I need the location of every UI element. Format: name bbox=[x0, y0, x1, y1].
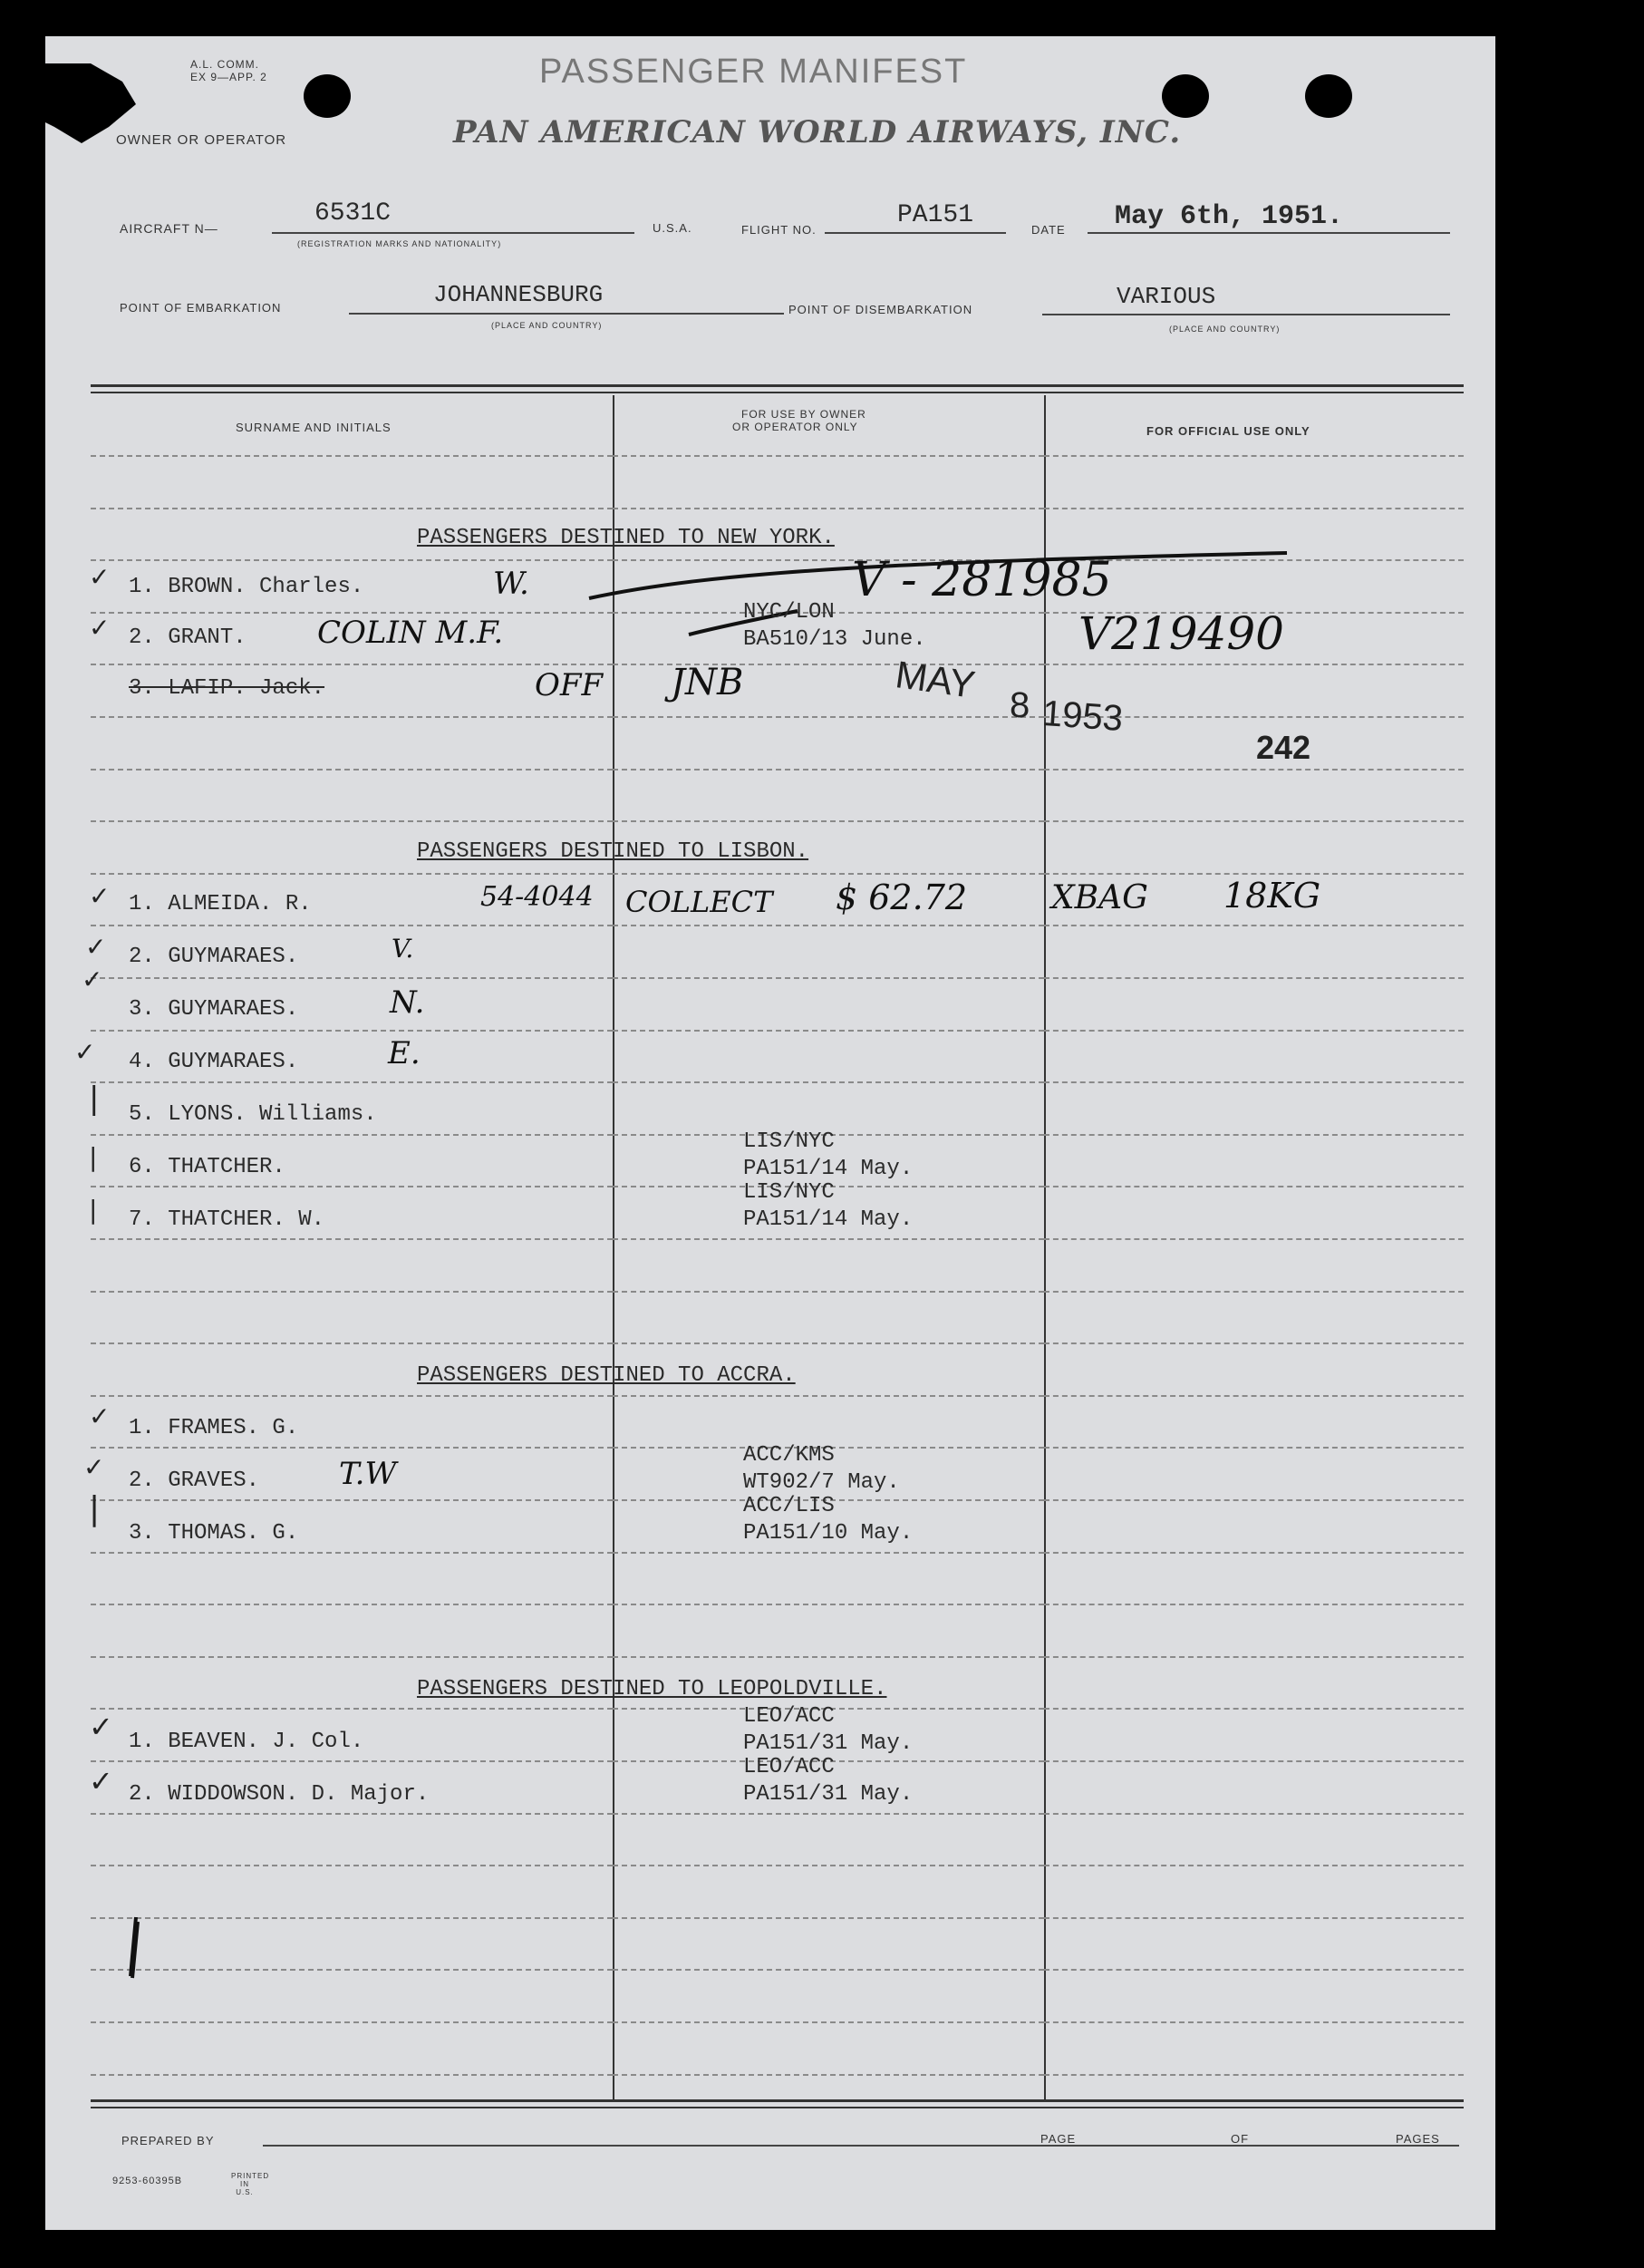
handwritten-amount: $ 62.72 bbox=[836, 877, 968, 917]
handwritten-excess-bag: XBAG bbox=[1051, 879, 1148, 916]
ruled-line bbox=[613, 1395, 1044, 1397]
passenger-entry: 6. THATCHER. bbox=[129, 1155, 285, 1179]
ruled-line bbox=[613, 1552, 1044, 1554]
embark-sublabel: (PLACE AND COUNTRY) bbox=[491, 321, 603, 330]
ruled-line bbox=[91, 1395, 613, 1397]
route-note: ACC/LIS bbox=[743, 1494, 835, 1518]
check-mark: ✓ bbox=[82, 964, 103, 994]
ruled-line bbox=[91, 1969, 613, 1971]
passenger-entry: 1. BEAVEN. J. Col. bbox=[129, 1730, 364, 1754]
ruled-line bbox=[1044, 1134, 1464, 1136]
ruled-line bbox=[91, 1291, 613, 1293]
column-header-owner-2: OR OPERATOR ONLY bbox=[732, 421, 858, 433]
handwritten-note: OFF bbox=[535, 667, 604, 703]
form-ref-1: A.L. COMM. bbox=[190, 58, 260, 71]
printed-in-label: PRINTED IN U.S. bbox=[231, 2172, 270, 2196]
section-heading-accra: PASSENGERS DESTINED TO ACCRA. bbox=[417, 1363, 796, 1388]
ruled-line bbox=[613, 1917, 1044, 1919]
passenger-entry: 1. ALMEIDA. R. bbox=[129, 892, 312, 916]
ruled-line bbox=[1044, 2074, 1464, 2076]
route-note: LEO/ACC bbox=[743, 1755, 835, 1779]
ruled-line bbox=[91, 2074, 613, 2076]
check-mark: ✓ bbox=[89, 881, 111, 911]
embark-label: POINT OF EMBARKATION bbox=[120, 301, 282, 315]
section-heading-leopoldville: PASSENGERS DESTINED TO LEOPOLDVILLE. bbox=[417, 1677, 887, 1701]
airline-name: PAN AMERICAN WORLD AIRWAYS, INC. bbox=[453, 114, 1182, 150]
ruled-line bbox=[613, 769, 1044, 771]
ruled-line bbox=[91, 508, 613, 509]
check-mark: ✓ bbox=[74, 1037, 96, 1067]
ruled-line bbox=[91, 1081, 613, 1083]
handwritten-name: COLIN M.F. bbox=[317, 615, 504, 651]
ruled-line bbox=[613, 2021, 1044, 2023]
route-note: LIS/NYC bbox=[743, 1180, 835, 1205]
ruled-line bbox=[1044, 925, 1464, 926]
disembark-sublabel: (PLACE AND COUNTRY) bbox=[1169, 325, 1281, 334]
route-note: LEO/ACC bbox=[743, 1704, 835, 1729]
ruled-line bbox=[1044, 769, 1464, 771]
ruled-line bbox=[91, 1186, 613, 1187]
ruled-line bbox=[1044, 664, 1464, 665]
form-ref-2: EX 9—APP. 2 bbox=[190, 71, 267, 83]
check-mark: | bbox=[89, 1195, 98, 1225]
stamp-number: 242 bbox=[1256, 729, 1311, 766]
ruled-line bbox=[1044, 1342, 1464, 1344]
ruled-line bbox=[91, 1917, 613, 1919]
ruled-line bbox=[1044, 508, 1464, 509]
prepared-by-label: PREPARED BY bbox=[121, 2134, 215, 2147]
date-stamp-month: MAY bbox=[893, 653, 978, 706]
owner-label: OWNER OR OPERATOR bbox=[116, 132, 287, 148]
ruled-line bbox=[613, 1238, 1044, 1240]
ruled-line bbox=[1044, 1186, 1464, 1187]
passenger-entry: 2. GUYMARAES. bbox=[129, 945, 299, 969]
route-note: PA151/31 May. bbox=[743, 1731, 914, 1756]
ruled-line bbox=[613, 977, 1044, 979]
form-number: 9253-60395B bbox=[112, 2176, 183, 2186]
embark-value: JOHANNESBURG bbox=[433, 281, 604, 308]
column-header-surname: SURNAME AND INITIALS bbox=[236, 421, 392, 434]
ruled-line bbox=[91, 925, 613, 926]
ruled-line bbox=[613, 1813, 1044, 1815]
punch-hole bbox=[1305, 74, 1352, 118]
passenger-entry: 1. FRAMES. G. bbox=[129, 1416, 299, 1440]
passenger-entry: 3. THOMAS. G. bbox=[129, 1521, 299, 1546]
check-mark: ✓ bbox=[85, 932, 107, 962]
punch-hole bbox=[304, 74, 351, 118]
ruled-line bbox=[613, 1656, 1044, 1658]
ruled-line bbox=[1044, 1708, 1464, 1710]
ruled-line bbox=[1044, 1238, 1464, 1240]
route-note: NYC/LON bbox=[743, 600, 835, 625]
ruled-line bbox=[1044, 1656, 1464, 1658]
ruled-line bbox=[1044, 1917, 1464, 1919]
disembark-label: POINT OF DISEMBARKATION bbox=[788, 303, 973, 316]
ruled-line bbox=[613, 820, 1044, 822]
ruled-line bbox=[91, 1865, 613, 1866]
check-mark: ✓ bbox=[83, 1452, 105, 1482]
ruled-line bbox=[613, 1865, 1044, 1866]
date-stamp-day: 8 bbox=[1010, 685, 1030, 725]
ruled-line bbox=[91, 455, 613, 457]
section-heading-new-york: PASSENGERS DESTINED TO NEW YORK. bbox=[417, 526, 835, 550]
date-value: May 6th, 1951. bbox=[1115, 201, 1344, 232]
ruled-line bbox=[613, 1604, 1044, 1605]
ruled-line bbox=[91, 1447, 613, 1449]
ruled-line bbox=[91, 769, 613, 771]
check-mark: | bbox=[89, 1490, 101, 1527]
route-note: BA510/13 June. bbox=[743, 627, 926, 652]
route-note: PA151/14 May. bbox=[743, 1157, 914, 1181]
ruled-line bbox=[1044, 1552, 1464, 1554]
ruled-line bbox=[91, 820, 613, 822]
check-mark: ✓ bbox=[89, 1764, 113, 1798]
ruled-line bbox=[91, 1708, 613, 1710]
flight-value: PA151 bbox=[897, 201, 974, 229]
page-title: PASSENGER MANIFEST bbox=[539, 53, 968, 91]
ruled-line bbox=[1044, 1447, 1464, 1449]
passenger-entry: 2. GRANT. bbox=[129, 625, 247, 650]
handwritten-ticket-number: 54-4044 bbox=[480, 881, 594, 913]
date-label: DATE bbox=[1031, 223, 1066, 237]
ruled-line bbox=[91, 1552, 613, 1554]
pages-label: PAGES bbox=[1396, 2132, 1440, 2146]
flight-label: FLIGHT NO. bbox=[741, 223, 817, 237]
route-note: PA151/10 May. bbox=[743, 1521, 914, 1546]
ruled-line bbox=[1044, 1760, 1464, 1762]
ruled-line bbox=[91, 1342, 613, 1344]
disembark-value: VARIOUS bbox=[1117, 283, 1216, 310]
passenger-entry: 3. GUYMARAES. bbox=[129, 997, 299, 1022]
route-note: LIS/NYC bbox=[743, 1129, 835, 1154]
ruled-line bbox=[1044, 1499, 1464, 1501]
ruled-line bbox=[613, 1291, 1044, 1293]
ruled-line bbox=[1044, 1395, 1464, 1397]
ruled-line bbox=[1044, 820, 1464, 822]
ruled-line bbox=[91, 612, 613, 614]
route-note: PA151/31 May. bbox=[743, 1782, 914, 1807]
ruled-line bbox=[91, 2021, 613, 2023]
ruled-line bbox=[91, 1134, 613, 1136]
ruled-line bbox=[1044, 1604, 1464, 1605]
column-header-official: FOR OFFICIAL USE ONLY bbox=[1146, 424, 1310, 438]
ruled-line bbox=[91, 1813, 613, 1815]
handwritten-visa-number: V219490 bbox=[1078, 607, 1284, 660]
ruled-line bbox=[1044, 455, 1464, 457]
ruled-line bbox=[91, 716, 613, 718]
date-stamp-year: 1953 bbox=[1040, 693, 1125, 740]
ruled-line bbox=[1044, 977, 1464, 979]
ruled-line bbox=[1044, 1030, 1464, 1032]
ruled-line bbox=[613, 2074, 1044, 2076]
ruled-line bbox=[1044, 1291, 1464, 1293]
ruled-line bbox=[613, 1342, 1044, 1344]
handwritten-note: JNB bbox=[671, 662, 744, 703]
handwritten-visa-number: V - 281985 bbox=[852, 553, 1112, 607]
ruled-line bbox=[1044, 2021, 1464, 2023]
aircraft-sublabel: (REGISTRATION MARKS AND NATIONALITY) bbox=[297, 239, 502, 248]
ruled-line bbox=[91, 1238, 613, 1240]
punch-hole bbox=[1162, 74, 1209, 118]
ruled-line bbox=[613, 455, 1044, 457]
usa-label: U.S.A. bbox=[653, 221, 692, 235]
passenger-entry: 7. THATCHER. W. bbox=[129, 1207, 325, 1232]
route-note: WT902/7 May. bbox=[743, 1470, 900, 1495]
handwritten-initial: V. bbox=[392, 934, 414, 964]
handwritten-weight: 18KG bbox=[1223, 876, 1321, 916]
ruled-line bbox=[1044, 1081, 1464, 1083]
ruled-line bbox=[91, 873, 613, 875]
aircraft-label: AIRCRAFT N— bbox=[120, 221, 218, 236]
ruled-line bbox=[91, 1499, 613, 1501]
ruled-line bbox=[1044, 1813, 1464, 1815]
check-mark: | bbox=[89, 1081, 100, 1117]
ruled-line bbox=[1044, 1865, 1464, 1866]
passenger-entry: 2. GRAVES. bbox=[129, 1468, 260, 1493]
section-heading-lisbon: PASSENGERS DESTINED TO LISBON. bbox=[417, 839, 809, 864]
check-mark: ✓ bbox=[89, 1710, 113, 1744]
passenger-entry: 1. BROWN. Charles. bbox=[129, 575, 364, 599]
ruled-line bbox=[613, 716, 1044, 718]
check-mark: ✓ bbox=[89, 1401, 111, 1431]
ruled-line bbox=[613, 873, 1044, 875]
check-mark: ✓ bbox=[89, 562, 111, 592]
ruled-line bbox=[91, 559, 613, 561]
ruled-line bbox=[91, 664, 613, 665]
pen-mark bbox=[118, 1913, 154, 1985]
check-mark: | bbox=[89, 1142, 98, 1172]
ruled-line bbox=[1044, 873, 1464, 875]
passenger-entry: 5. LYONS. Williams. bbox=[129, 1102, 377, 1127]
aircraft-value: 6531C bbox=[314, 199, 392, 228]
ruled-line bbox=[91, 977, 613, 979]
handwritten-initial: T.W bbox=[339, 1456, 397, 1492]
handwritten-initial: N. bbox=[390, 984, 425, 1021]
handwritten-initial: E. bbox=[388, 1035, 421, 1071]
ruled-line bbox=[613, 1969, 1044, 1971]
check-mark: ✓ bbox=[89, 613, 111, 643]
ruled-line bbox=[91, 1760, 613, 1762]
handwritten-collect: COLLECT bbox=[625, 885, 773, 919]
of-label: OF bbox=[1231, 2132, 1250, 2146]
ruled-line bbox=[91, 1604, 613, 1605]
manifest-sheet bbox=[45, 36, 1495, 2230]
ruled-line bbox=[1044, 1969, 1464, 1971]
ruled-line bbox=[613, 925, 1044, 926]
passenger-entry: 2. WIDDOWSON. D. Major. bbox=[129, 1782, 430, 1807]
passenger-entry: 4. GUYMARAES. bbox=[129, 1050, 299, 1074]
route-note: PA151/14 May. bbox=[743, 1207, 914, 1232]
ruled-line bbox=[613, 1081, 1044, 1083]
ruled-line bbox=[91, 1030, 613, 1032]
ruled-line bbox=[91, 1656, 613, 1658]
page-label: PAGE bbox=[1040, 2132, 1077, 2146]
passenger-entry-struck: 3. LAFIP. Jack. bbox=[129, 676, 325, 701]
handwritten-initial: W. bbox=[493, 566, 529, 602]
route-note: ACC/KMS bbox=[743, 1443, 835, 1468]
ruled-line bbox=[613, 508, 1044, 509]
ruled-line bbox=[613, 1030, 1044, 1032]
column-header-owner-1: FOR USE BY OWNER bbox=[741, 408, 866, 421]
